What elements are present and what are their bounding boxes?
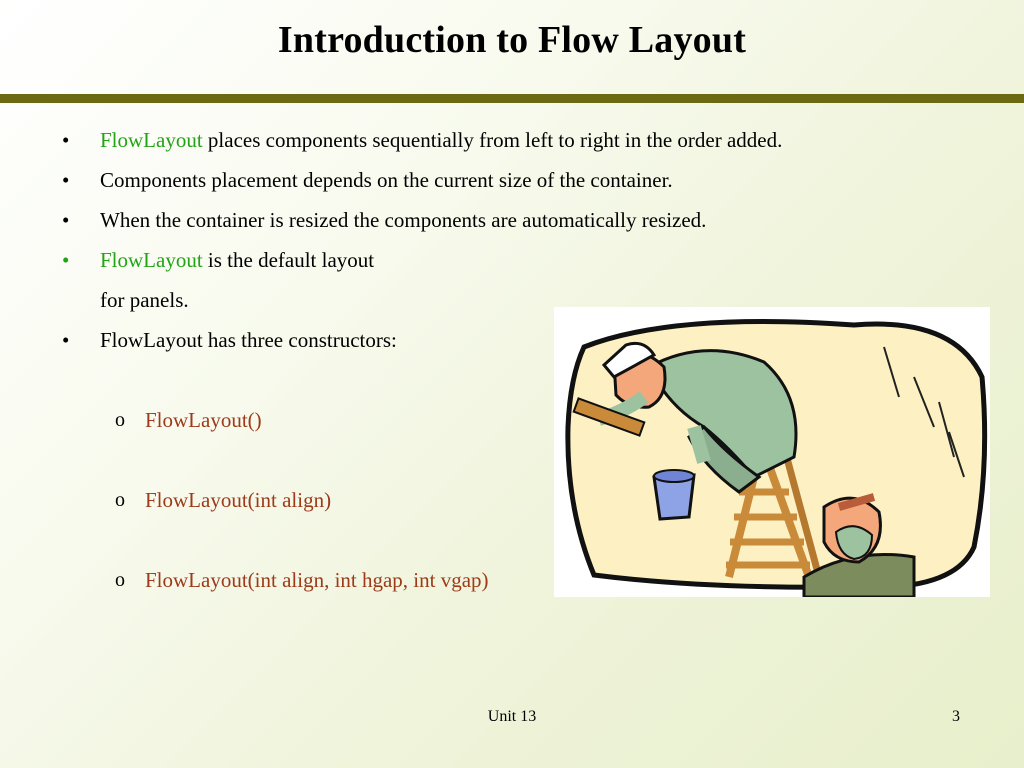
bullet-body: places components sequentially from left to right in the order added. — [202, 128, 783, 152]
bullet-marker: • — [62, 128, 70, 152]
bullet-text — [100, 244, 374, 276]
sub-bullet-marker: o — [115, 569, 125, 591]
painter-illustration — [554, 307, 990, 597]
bullet-highlight: FlowLayout — [100, 248, 203, 272]
constructor-text: FlowLayout(int align, int hgap, int vgap) — [145, 568, 489, 592]
bullet-text — [100, 124, 782, 156]
page-number: 3 — [952, 708, 960, 725]
bullet-marker: • — [62, 248, 70, 272]
bullet-text: FlowLayout has three constructors: — [100, 328, 397, 352]
title-divider — [0, 94, 1024, 103]
bullet-highlight: FlowLayout — [100, 128, 203, 152]
footer-unit: Unit 13 — [487, 708, 537, 725]
sub-bullet-marker: o — [115, 489, 125, 511]
bullet-body: is the default layout — [202, 248, 375, 272]
sub-bullet-marker: o — [115, 409, 125, 431]
bullet-marker: • — [62, 168, 70, 192]
bullet-marker: • — [62, 328, 70, 352]
bullet-text: Components placement depends on the current size of the container. — [100, 168, 673, 192]
bullet-marker: • — [62, 208, 70, 232]
bullet-continuation-text: for panels. — [100, 288, 189, 312]
constructor-text: FlowLayout(int align) — [145, 488, 332, 512]
bullet-text: When the container is resized the components are automatically resized. — [100, 208, 707, 232]
slide-title: Introduction to Flow Layout — [277, 19, 747, 61]
constructor-text: FlowLayout() — [145, 408, 262, 432]
